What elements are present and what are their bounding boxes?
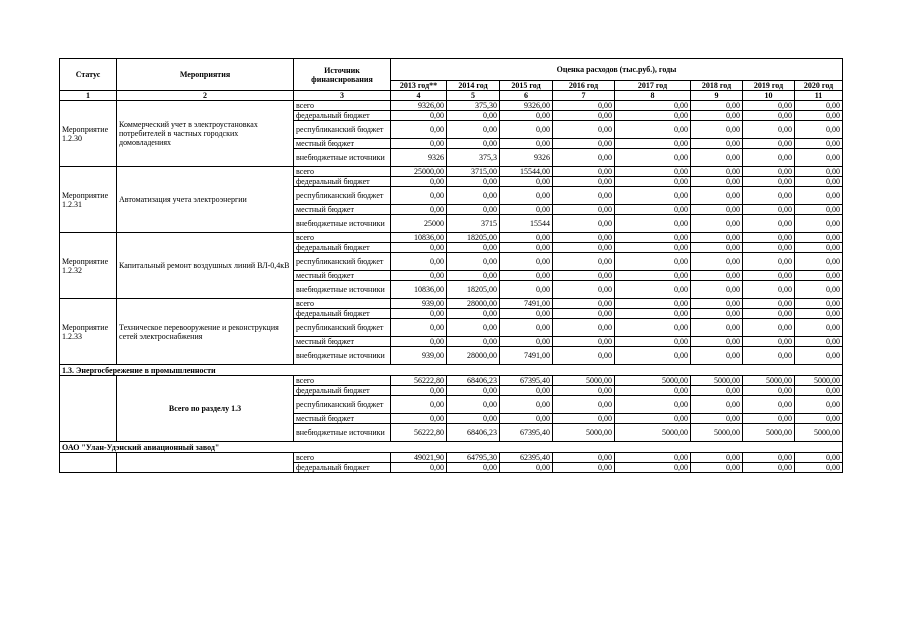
header-source: Источник финансирования bbox=[294, 59, 391, 91]
table-row bbox=[60, 453, 843, 463]
event-cell: Капитальный ремонт воздушных линий ВЛ-0,4кВ bbox=[117, 233, 294, 299]
value-cell: 5000,00 bbox=[615, 376, 691, 386]
value-cell: 0,00 bbox=[553, 309, 615, 319]
value-cell: 68406,23 bbox=[447, 424, 500, 442]
value-cell: 0,00 bbox=[553, 299, 615, 309]
source-cell: республиканский бюджет bbox=[294, 253, 391, 271]
value-cell: 0,00 bbox=[795, 187, 843, 205]
value-cell: 0,00 bbox=[447, 205, 500, 215]
source-cell: местный бюджет bbox=[294, 414, 391, 424]
value-cell: 0,00 bbox=[447, 121, 500, 139]
value-cell: 0,00 bbox=[743, 281, 795, 299]
column-number: 9 bbox=[691, 91, 743, 101]
value-cell: 0,00 bbox=[447, 177, 500, 187]
value-cell: 9326 bbox=[500, 149, 553, 167]
value-cell: 0,00 bbox=[391, 205, 447, 215]
value-cell: 49021,90 bbox=[391, 453, 447, 463]
value-cell: 0,00 bbox=[795, 149, 843, 167]
status-cell bbox=[60, 453, 117, 473]
value-cell: 0,00 bbox=[691, 177, 743, 187]
value-cell: 0,00 bbox=[795, 121, 843, 139]
value-cell: 0,00 bbox=[691, 215, 743, 233]
value-cell: 0,00 bbox=[553, 347, 615, 365]
source-cell: всего bbox=[294, 376, 391, 386]
source-cell: республиканский бюджет bbox=[294, 121, 391, 139]
value-cell: 0,00 bbox=[691, 139, 743, 149]
value-cell: 3715 bbox=[447, 215, 500, 233]
value-cell: 0,00 bbox=[615, 101, 691, 111]
source-cell: федеральный бюджет bbox=[294, 309, 391, 319]
column-number: 3 bbox=[294, 91, 391, 101]
value-cell: 0,00 bbox=[691, 396, 743, 414]
value-cell: 0,00 bbox=[615, 299, 691, 309]
value-cell: 0,00 bbox=[795, 215, 843, 233]
year-header: 2013 год** bbox=[391, 81, 447, 91]
value-cell: 0,00 bbox=[795, 253, 843, 271]
value-cell: 0,00 bbox=[691, 281, 743, 299]
value-cell: 7491,00 bbox=[500, 347, 553, 365]
section-title: 1.3. Энергосбережение в промышленности bbox=[60, 365, 843, 376]
value-cell: 0,00 bbox=[500, 205, 553, 215]
value-cell: 0,00 bbox=[391, 253, 447, 271]
value-cell: 0,00 bbox=[615, 386, 691, 396]
value-cell: 0,00 bbox=[391, 187, 447, 205]
value-cell: 0,00 bbox=[795, 243, 843, 253]
value-cell: 0,00 bbox=[500, 281, 553, 299]
value-cell: 25000 bbox=[391, 215, 447, 233]
value-cell: 0,00 bbox=[391, 111, 447, 121]
value-cell: 0,00 bbox=[553, 187, 615, 205]
value-cell: 0,00 bbox=[391, 319, 447, 337]
value-cell: 0,00 bbox=[795, 139, 843, 149]
value-cell: 0,00 bbox=[553, 149, 615, 167]
value-cell: 0,00 bbox=[500, 463, 553, 473]
source-cell: местный бюджет bbox=[294, 337, 391, 347]
value-cell: 0,00 bbox=[743, 111, 795, 121]
value-cell: 0,00 bbox=[391, 139, 447, 149]
value-cell: 0,00 bbox=[691, 121, 743, 139]
value-cell: 0,00 bbox=[447, 139, 500, 149]
value-cell: 0,00 bbox=[615, 453, 691, 463]
value-cell: 0,00 bbox=[447, 271, 500, 281]
value-cell: 0,00 bbox=[615, 271, 691, 281]
status-cell: Мероприятие 1.2.30 bbox=[60, 101, 117, 167]
value-cell: 0,00 bbox=[743, 101, 795, 111]
source-cell: местный бюджет bbox=[294, 271, 391, 281]
status-cell: Мероприятие 1.2.33 bbox=[60, 299, 117, 365]
value-cell: 0,00 bbox=[615, 177, 691, 187]
value-cell: 0,00 bbox=[743, 253, 795, 271]
value-cell: 0,00 bbox=[500, 233, 553, 243]
budget-table-sheet bbox=[59, 58, 842, 473]
table-row bbox=[60, 233, 843, 243]
value-cell: 0,00 bbox=[615, 463, 691, 473]
value-cell: 0,00 bbox=[691, 101, 743, 111]
value-cell: 0,00 bbox=[795, 463, 843, 473]
value-cell: 67395,40 bbox=[500, 424, 553, 442]
source-cell: республиканский бюджет bbox=[294, 396, 391, 414]
value-cell: 0,00 bbox=[615, 215, 691, 233]
value-cell: 62395,40 bbox=[500, 453, 553, 463]
value-cell: 28000,00 bbox=[447, 299, 500, 309]
header-colnums-row bbox=[60, 91, 843, 101]
column-number: 4 bbox=[391, 91, 447, 101]
budget-table-body bbox=[60, 59, 843, 473]
value-cell: 0,00 bbox=[691, 111, 743, 121]
value-cell: 0,00 bbox=[553, 111, 615, 121]
value-cell: 0,00 bbox=[615, 309, 691, 319]
year-header: 2014 год bbox=[447, 81, 500, 91]
column-number: 7 bbox=[553, 91, 615, 101]
source-cell: федеральный бюджет bbox=[294, 177, 391, 187]
value-cell: 64795,30 bbox=[447, 453, 500, 463]
value-cell: 0,00 bbox=[743, 205, 795, 215]
value-cell: 939,00 bbox=[391, 347, 447, 365]
value-cell: 5000,00 bbox=[553, 376, 615, 386]
year-header: 2016 год bbox=[553, 81, 615, 91]
source-cell: внебюджетные источники bbox=[294, 215, 391, 233]
value-cell: 0,00 bbox=[553, 386, 615, 396]
value-cell: 0,00 bbox=[615, 167, 691, 177]
value-cell: 15544 bbox=[500, 215, 553, 233]
value-cell: 0,00 bbox=[615, 319, 691, 337]
year-header: 2017 год bbox=[615, 81, 691, 91]
value-cell: 0,00 bbox=[743, 139, 795, 149]
value-cell: 0,00 bbox=[500, 319, 553, 337]
value-cell: 0,00 bbox=[691, 149, 743, 167]
value-cell: 28000,00 bbox=[447, 347, 500, 365]
value-cell: 0,00 bbox=[553, 319, 615, 337]
value-cell: 0,00 bbox=[691, 299, 743, 309]
source-cell: внебюджетные источники bbox=[294, 424, 391, 442]
value-cell: 0,00 bbox=[615, 243, 691, 253]
value-cell: 0,00 bbox=[500, 253, 553, 271]
value-cell: 0,00 bbox=[553, 101, 615, 111]
source-cell: внебюджетные источники bbox=[294, 347, 391, 365]
value-cell: 67395,40 bbox=[500, 376, 553, 386]
value-cell: 0,00 bbox=[743, 414, 795, 424]
value-cell: 0,00 bbox=[743, 233, 795, 243]
value-cell: 3715,00 bbox=[447, 167, 500, 177]
value-cell: 5000,00 bbox=[743, 376, 795, 386]
status-cell: Мероприятие 1.2.32 bbox=[60, 233, 117, 299]
header-status: Статус bbox=[60, 59, 117, 91]
value-cell: 0,00 bbox=[691, 167, 743, 177]
event-cell: Всего по разделу 1.3 bbox=[117, 376, 294, 442]
value-cell: 0,00 bbox=[553, 337, 615, 347]
value-cell: 0,00 bbox=[743, 396, 795, 414]
value-cell: 0,00 bbox=[795, 271, 843, 281]
value-cell: 0,00 bbox=[691, 453, 743, 463]
source-cell: местный бюджет bbox=[294, 139, 391, 149]
value-cell: 0,00 bbox=[795, 281, 843, 299]
value-cell: 0,00 bbox=[500, 337, 553, 347]
table-row bbox=[60, 299, 843, 309]
value-cell: 56222,80 bbox=[391, 424, 447, 442]
column-number: 5 bbox=[447, 91, 500, 101]
value-cell: 0,00 bbox=[743, 121, 795, 139]
value-cell: 0,00 bbox=[795, 453, 843, 463]
value-cell: 5000,00 bbox=[691, 376, 743, 386]
value-cell: 0,00 bbox=[500, 139, 553, 149]
value-cell: 0,00 bbox=[615, 414, 691, 424]
value-cell: 0,00 bbox=[743, 337, 795, 347]
value-cell: 0,00 bbox=[795, 319, 843, 337]
source-cell: всего bbox=[294, 101, 391, 111]
value-cell: 0,00 bbox=[553, 139, 615, 149]
value-cell: 0,00 bbox=[691, 337, 743, 347]
value-cell: 0,00 bbox=[553, 253, 615, 271]
value-cell: 0,00 bbox=[391, 396, 447, 414]
value-cell: 68406,23 bbox=[447, 376, 500, 386]
value-cell: 0,00 bbox=[447, 253, 500, 271]
value-cell: 0,00 bbox=[500, 414, 553, 424]
value-cell: 0,00 bbox=[553, 233, 615, 243]
value-cell: 5000,00 bbox=[795, 376, 843, 386]
event-cell: Автоматизация учета электроэнергии bbox=[117, 167, 294, 233]
value-cell: 0,00 bbox=[553, 205, 615, 215]
value-cell: 0,00 bbox=[447, 319, 500, 337]
value-cell: 0,00 bbox=[691, 309, 743, 319]
source-cell: федеральный бюджет bbox=[294, 463, 391, 473]
value-cell: 0,00 bbox=[691, 253, 743, 271]
value-cell: 0,00 bbox=[615, 139, 691, 149]
value-cell: 0,00 bbox=[615, 233, 691, 243]
value-cell: 0,00 bbox=[500, 111, 553, 121]
value-cell: 0,00 bbox=[553, 271, 615, 281]
column-number: 10 bbox=[743, 91, 795, 101]
value-cell: 0,00 bbox=[391, 121, 447, 139]
value-cell: 0,00 bbox=[391, 386, 447, 396]
value-cell: 0,00 bbox=[795, 299, 843, 309]
value-cell: 0,00 bbox=[500, 121, 553, 139]
value-cell: 0,00 bbox=[795, 111, 843, 121]
value-cell: 0,00 bbox=[447, 396, 500, 414]
value-cell: 0,00 bbox=[691, 463, 743, 473]
value-cell: 0,00 bbox=[447, 111, 500, 121]
value-cell: 0,00 bbox=[391, 309, 447, 319]
event-cell: Коммерческий учет в электроустановках потребителей в частных городских домовладениях bbox=[117, 101, 294, 167]
table-row bbox=[60, 167, 843, 177]
value-cell: 0,00 bbox=[391, 463, 447, 473]
value-cell: 0,00 bbox=[795, 233, 843, 243]
source-cell: федеральный бюджет bbox=[294, 243, 391, 253]
value-cell: 0,00 bbox=[553, 281, 615, 299]
value-cell: 0,00 bbox=[447, 309, 500, 319]
value-cell: 0,00 bbox=[615, 187, 691, 205]
value-cell: 0,00 bbox=[500, 386, 553, 396]
source-cell: местный бюджет bbox=[294, 205, 391, 215]
value-cell: 0,00 bbox=[795, 414, 843, 424]
value-cell: 0,00 bbox=[743, 463, 795, 473]
value-cell: 10836,00 bbox=[391, 233, 447, 243]
value-cell: 9326,00 bbox=[391, 101, 447, 111]
value-cell: 0,00 bbox=[743, 243, 795, 253]
value-cell: 5000,00 bbox=[743, 424, 795, 442]
value-cell: 0,00 bbox=[743, 319, 795, 337]
value-cell: 0,00 bbox=[553, 121, 615, 139]
value-cell: 0,00 bbox=[615, 281, 691, 299]
value-cell: 0,00 bbox=[615, 111, 691, 121]
value-cell: 0,00 bbox=[447, 187, 500, 205]
value-cell: 0,00 bbox=[615, 396, 691, 414]
section-header-row bbox=[60, 365, 843, 376]
value-cell: 0,00 bbox=[391, 414, 447, 424]
value-cell: 0,00 bbox=[615, 337, 691, 347]
value-cell: 375,30 bbox=[447, 101, 500, 111]
value-cell: 0,00 bbox=[447, 337, 500, 347]
value-cell: 0,00 bbox=[553, 414, 615, 424]
source-cell: республиканский бюджет bbox=[294, 319, 391, 337]
year-header: 2015 год bbox=[500, 81, 553, 91]
value-cell: 0,00 bbox=[553, 463, 615, 473]
source-cell: всего bbox=[294, 233, 391, 243]
value-cell: 0,00 bbox=[500, 309, 553, 319]
event-cell: Техническое перевооружение и реконструкция сетей электроснабжения bbox=[117, 299, 294, 365]
value-cell: 0,00 bbox=[447, 243, 500, 253]
year-header: 2019 год bbox=[743, 81, 795, 91]
value-cell: 0,00 bbox=[553, 243, 615, 253]
column-number: 8 bbox=[615, 91, 691, 101]
value-cell: 0,00 bbox=[743, 453, 795, 463]
value-cell: 0,00 bbox=[795, 386, 843, 396]
value-cell: 0,00 bbox=[743, 177, 795, 187]
source-cell: внебюджетные источники bbox=[294, 149, 391, 167]
status-cell bbox=[60, 376, 117, 442]
value-cell: 0,00 bbox=[553, 167, 615, 177]
value-cell: 5000,00 bbox=[795, 424, 843, 442]
value-cell: 0,00 bbox=[615, 253, 691, 271]
value-cell: 0,00 bbox=[500, 243, 553, 253]
value-cell: 56222,80 bbox=[391, 376, 447, 386]
value-cell: 375,3 bbox=[447, 149, 500, 167]
value-cell: 0,00 bbox=[795, 101, 843, 111]
value-cell: 0,00 bbox=[391, 271, 447, 281]
column-number: 11 bbox=[795, 91, 843, 101]
value-cell: 5000,00 bbox=[553, 424, 615, 442]
value-cell: 0,00 bbox=[391, 177, 447, 187]
column-number: 2 bbox=[117, 91, 294, 101]
value-cell: 0,00 bbox=[447, 386, 500, 396]
value-cell: 15544,00 bbox=[500, 167, 553, 177]
value-cell: 0,00 bbox=[743, 299, 795, 309]
value-cell: 5000,00 bbox=[615, 424, 691, 442]
value-cell: 5000,00 bbox=[691, 424, 743, 442]
value-cell: 0,00 bbox=[615, 205, 691, 215]
value-cell: 0,00 bbox=[691, 414, 743, 424]
value-cell: 0,00 bbox=[691, 319, 743, 337]
value-cell: 0,00 bbox=[553, 215, 615, 233]
value-cell: 939,00 bbox=[391, 299, 447, 309]
value-cell: 0,00 bbox=[795, 205, 843, 215]
value-cell: 0,00 bbox=[795, 337, 843, 347]
table-row bbox=[60, 376, 843, 386]
source-cell: внебюджетные источники bbox=[294, 281, 391, 299]
org-title: ОАО "Улан-Удэнский авиационный завод" bbox=[60, 442, 843, 453]
value-cell: 0,00 bbox=[743, 215, 795, 233]
source-cell: всего bbox=[294, 299, 391, 309]
header-event: Мероприятия bbox=[117, 59, 294, 91]
value-cell: 0,00 bbox=[447, 463, 500, 473]
value-cell: 9326,00 bbox=[500, 101, 553, 111]
header-estimate: Оценка расходов (тыс.руб.), годы bbox=[391, 59, 843, 81]
value-cell: 0,00 bbox=[447, 414, 500, 424]
budget-table bbox=[59, 58, 843, 473]
column-number: 1 bbox=[60, 91, 117, 101]
value-cell: 0,00 bbox=[795, 396, 843, 414]
value-cell: 0,00 bbox=[615, 121, 691, 139]
value-cell: 0,00 bbox=[691, 205, 743, 215]
value-cell: 0,00 bbox=[795, 177, 843, 187]
value-cell: 0,00 bbox=[743, 187, 795, 205]
value-cell: 0,00 bbox=[391, 337, 447, 347]
source-cell: республиканский бюджет bbox=[294, 187, 391, 205]
year-header: 2020 год bbox=[795, 81, 843, 91]
value-cell: 0,00 bbox=[500, 396, 553, 414]
value-cell: 0,00 bbox=[795, 309, 843, 319]
value-cell: 0,00 bbox=[553, 177, 615, 187]
value-cell: 18205,00 bbox=[447, 281, 500, 299]
value-cell: 0,00 bbox=[553, 453, 615, 463]
value-cell: 0,00 bbox=[500, 187, 553, 205]
status-cell: Мероприятие 1.2.31 bbox=[60, 167, 117, 233]
value-cell: 0,00 bbox=[743, 167, 795, 177]
value-cell: 0,00 bbox=[615, 347, 691, 365]
value-cell: 0,00 bbox=[553, 396, 615, 414]
value-cell: 25000,00 bbox=[391, 167, 447, 177]
value-cell: 0,00 bbox=[691, 347, 743, 365]
source-cell: федеральный бюджет bbox=[294, 111, 391, 121]
value-cell: 0,00 bbox=[500, 177, 553, 187]
source-cell: федеральный бюджет bbox=[294, 386, 391, 396]
value-cell: 0,00 bbox=[743, 386, 795, 396]
value-cell: 0,00 bbox=[391, 243, 447, 253]
event-cell bbox=[117, 453, 294, 473]
value-cell: 7491,00 bbox=[500, 299, 553, 309]
year-header: 2018 год bbox=[691, 81, 743, 91]
value-cell: 0,00 bbox=[691, 386, 743, 396]
value-cell: 0,00 bbox=[691, 243, 743, 253]
value-cell: 10836,00 bbox=[391, 281, 447, 299]
value-cell: 0,00 bbox=[743, 271, 795, 281]
value-cell: 0,00 bbox=[743, 149, 795, 167]
value-cell: 18205,00 bbox=[447, 233, 500, 243]
source-cell: всего bbox=[294, 167, 391, 177]
value-cell: 0,00 bbox=[615, 149, 691, 167]
source-cell: всего bbox=[294, 453, 391, 463]
value-cell: 0,00 bbox=[743, 347, 795, 365]
column-number: 6 bbox=[500, 91, 553, 101]
table-row bbox=[60, 101, 843, 111]
value-cell: 0,00 bbox=[691, 187, 743, 205]
org-header-row bbox=[60, 442, 843, 453]
value-cell: 0,00 bbox=[795, 167, 843, 177]
value-cell: 0,00 bbox=[691, 233, 743, 243]
value-cell: 0,00 bbox=[500, 271, 553, 281]
value-cell: 9326 bbox=[391, 149, 447, 167]
value-cell: 0,00 bbox=[743, 309, 795, 319]
value-cell: 0,00 bbox=[795, 347, 843, 365]
value-cell: 0,00 bbox=[691, 271, 743, 281]
